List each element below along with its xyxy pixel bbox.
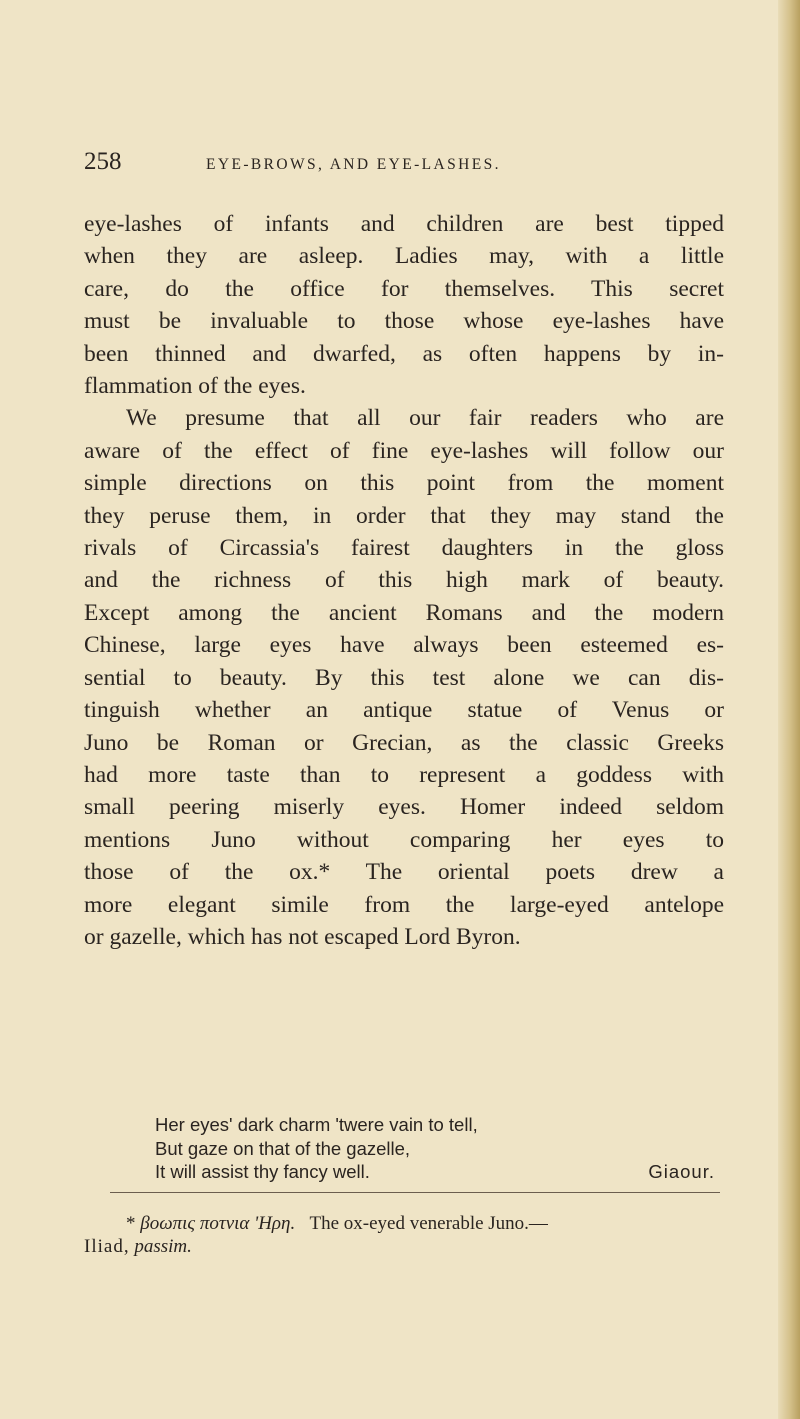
page-edge — [778, 0, 800, 1419]
body-line: and the richness of this high mark of beauty. — [84, 567, 724, 594]
body-line: flammation of the eyes. — [84, 373, 306, 400]
verse-line: But gaze on that of the gazelle, — [155, 1137, 411, 1159]
body-line: small peering miserly eyes. Homer indeed seldom — [84, 794, 724, 821]
body-line: been thinned and dwarfed, as often happens by in- — [84, 340, 724, 367]
body-text — [84, 208, 724, 953]
footnote-source-note: passim. — [134, 1236, 192, 1257]
body-line: simple directions on this point from the moment — [84, 470, 724, 497]
footnote-line — [84, 1212, 724, 1235]
footnote-line — [84, 1235, 724, 1258]
body-line: Chinese, large eyes have always been esteemed es- — [84, 632, 724, 659]
body-line: sential to beauty. By this test alone we can dis- — [84, 664, 724, 691]
body-line: mentions Juno without comparing her eyes to — [84, 826, 724, 853]
body-line: rivals of Circassia's fairest daughters in the gloss — [84, 535, 724, 562]
footnote-source: Iliad, — [84, 1236, 130, 1257]
footnote-rule — [110, 1192, 720, 1193]
body-line: eye-lashes of infants and children are best tipped — [84, 211, 724, 237]
body-line: must be invaluable to those whose eye-lashes have — [84, 308, 724, 335]
page-number: 258 — [84, 148, 122, 175]
body-line: when they are asleep. Ladies may, with a little — [84, 243, 724, 270]
body-line: Except among the ancient Romans and the modern — [84, 599, 724, 626]
footnote-translation: The ox-eyed venerable Juno.— — [309, 1213, 548, 1234]
body-line: those of the ox.* The oriental poets drew a — [84, 859, 724, 886]
body-line: aware of the effect of fine eye-lashes will follow our — [84, 437, 724, 464]
body-line: We presume that all our fair readers who are — [126, 405, 724, 432]
running-head: EYE-BROWS, AND EYE-LASHES. — [206, 156, 501, 173]
body-line: Juno be Roman or Grecian, as the classic Greeks — [84, 729, 724, 756]
body-line: or gazelle, which has not escaped Lord Byron. — [84, 923, 521, 950]
verse-attribution: Giaour. — [648, 1161, 715, 1182]
footnote-greek: βοωπις ποτνια 'Ηρη. — [140, 1213, 296, 1234]
body-line: tinguish whether an antique statue of Venus or — [84, 697, 724, 724]
verse-line: Her eyes' dark charm 'twere vain to tell, — [155, 1114, 478, 1135]
page-header — [84, 148, 724, 178]
footnote-marker: * — [126, 1213, 136, 1234]
body-line: they peruse them, in order that they may stand the — [84, 502, 724, 529]
body-line: had more taste than to represent a goddess with — [84, 761, 724, 788]
body-line: care, do the office for themselves. This secret — [84, 275, 724, 302]
verse-quote — [155, 1113, 715, 1184]
footnote — [84, 1212, 724, 1258]
verse-line-last — [155, 1160, 715, 1184]
body-line: more elegant simile from the large-eyed antelope — [84, 891, 724, 918]
verse-line: It will assist thy fancy well. — [155, 1161, 370, 1182]
